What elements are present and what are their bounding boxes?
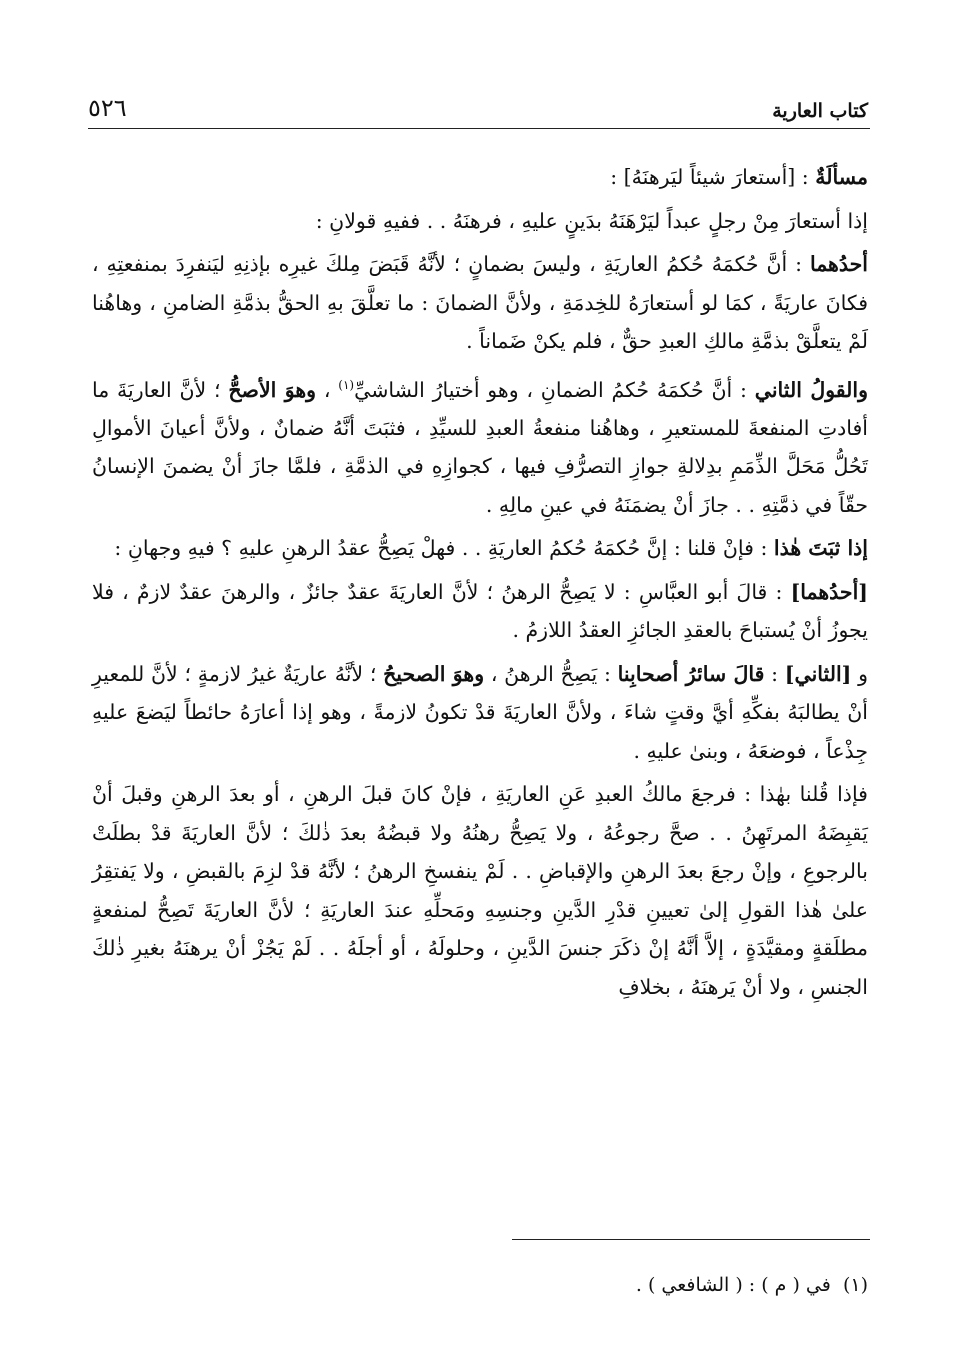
para-text: ؛ لأنَّ العاريَةَ ما أفادتِ المنفعةَ للمستعيرِ ، وهاهُنا منفعةُ العبدِ للسيِّدِ ، فثبَتَ أنَّهُ ضمانٌ ، ولأنَّ أعيانَ الأموالِ تَحُلُّ مَحَلَّ الذِّمَمِ بدِلالةِ جوازِ التصرُّفِ فيها ، كجوازِهِ في الذمَّةِ ، فلمَّا جازَ أنْ يضمنَ الإنسانُ حقّاً في ذمَّتِهِ . . جازَ أنْ يضمَنَهُ في عينِ مالِهِ .: [92, 377, 868, 517]
para-text: : أنَّ حُكمَهُ حُكمُ العاريَةِ ، وليسَ بضمانٍ ؛ لأنَّهُ قَبَضَ مِلكَ غيرِه بإذنِهِ ليَنفرِدَ بمنفعتِهِ ، فكانَ عاريَةً ، كمَا لو أستعارَهُ للخِدمَةِ ، ولأنَّ الضمانَ : ما تعلَّقَ بهِ الحقُّ بذمَّةِ الضامنِ ، وهاهُنا لَمْ يتعلَّقْ بذمَّةِ مالكِ العبدِ حقٌّ ، فلم يكنْ ضَماناً .: [92, 252, 868, 353]
footnote-ref: (١): [338, 377, 355, 392]
para-text: : أنَّ حُكمَهُ حُكمُ الضمانِ ، وهو أختيارُ الشاشيِّ: [354, 377, 755, 402]
para-label: والقولُ الثاني: [754, 377, 869, 402]
para-label: فإذا قُلنا بهٰذا: [759, 782, 868, 807]
footnote-mark: (١): [842, 1274, 868, 1296]
paragraph-3: [92, 366, 868, 525]
para-text: و: [851, 661, 868, 686]
bold-phrase: وهوَ الأصحُّ: [228, 377, 317, 402]
para-text: : فإنْ قلنا : إنَّ حُكمَهُ حُكمُ العاريَةِ . . فهلْ يَصِحُّ عقدُ الرهنِ عليهِ ؟ فيهِ وجهانِ :: [114, 536, 774, 561]
para-text: : قالَ أبو العبَّاسِ : لا يَصِحُّ الرهنُ ؛ لأنَّ العاريَةَ عقدٌ جائزٌ ، والرهنَ عقدٌ لازمٌ ، فلا يجوزُ أنْ يُستباحَ بالعقدِ الجائزِ العقدُ اللازمُ .: [92, 579, 868, 643]
header-rule: [88, 128, 870, 129]
para-text: ،: [316, 377, 339, 402]
paragraph-6: [92, 655, 868, 771]
footnote-text: في ( م ) : ( الشافعي ) .: [635, 1274, 831, 1296]
masala-label: مسألَةٌ: [815, 165, 868, 189]
para-label: [الثاني]: [784, 661, 852, 686]
paragraph-5: [92, 573, 868, 650]
para-text: ؛ لأنَّهُ عاريَةٌ غيرُ لازمةٍ ؛ لأنَّ للمعيرِ أنْ يطالبَهُ بفكِّهِ أيَّ وقتٍ شاءَ ، ولأنَّ العاريَةَ قدْ تكونُ لازمةً ، وهو إذا أعارَهُ حائطاً ليَضعَ عليهِ جِذْعاً ، فوضعَهُ ، وبنىٰ عليهِ .: [92, 661, 868, 763]
footnote: [92, 1270, 868, 1300]
paragraph-4: [92, 529, 868, 568]
para-label: [أحدُهما]: [790, 579, 868, 604]
paragraph-2: [92, 245, 868, 361]
main-text: [92, 158, 868, 1011]
footnote-rule: [512, 1239, 870, 1240]
page-header: [88, 86, 868, 122]
para-text: :: [764, 661, 785, 686]
bold-phrase: قالَ سائرُ أصحابِنا: [617, 661, 765, 686]
bold-phrase: وهوَ الصحيحُ: [383, 661, 485, 686]
para-label: أحدُهما: [809, 252, 868, 276]
masala-heading: [92, 158, 868, 197]
para-text: : فرجعَ مالكُ العبدِ عَنِ العاريَةِ ، فإنْ كانَ قبلَ الرهنِ ، أو بعدَ الرهنِ وقبلَ أنْ يَقبِضَهُ المرتَهِنُ . . صحَّ رجوعُهُ ، ولا يَصِحُّ رهنُهُ ولا قبضُهُ بعدَ ذٰلكَ ؛ لأنَّ العاريَةَ قدْ بطلَتْ بالرجوعِ ، وإنْ رجعَ بعدَ الرهنِ والإقباضِ . . لَمْ ينفسخِ الرهنُ ؛ لأنَّهُ قدْ لزِمَ بالقبضِ ، ولا يَفتقِرُ علىٰ هٰذا القولِ إلىٰ تعيينِ قدْرِ الدَّينِ وجنسِهِ ومَحلِّهِ عندَ العاريَةِ ؛ لأنَّ العاريَةَ تَصِحُّ لمنفعةٍ مطلَقةٍ ومقيَّدَةٍ ، إلاَّ أنَّهُ إنْ ذكَرَ جنسَ الدَّينِ ، وحلولَهُ ، أو أجلَهُ . . لَمْ يَجُزْ أنْ يرهنَهُ بغيرِ ذٰلكَ الجنسِ ، ولا أنْ يَرهنَهُ ، بخلافِ: [92, 782, 868, 999]
para-text: : يَصِحُّ الرهنُ ،: [484, 661, 618, 686]
paragraph-1: إذا أستعارَ مِنْ رجلٍ عبداً ليَرْهَنَهُ بدَينٍ عليهِ ، فرهنَهُ . . ففيهِ قولانِ :: [315, 208, 868, 233]
paragraph-7: [92, 775, 868, 1006]
running-title: كتاب العارية: [772, 100, 868, 122]
masala-title: : [أستعارَ شيئاً ليَرهنَهُ] :: [610, 165, 816, 189]
para-label: إذا ثبَتَ هٰذا: [773, 536, 868, 561]
page-number: ٥٢٦: [88, 94, 127, 122]
